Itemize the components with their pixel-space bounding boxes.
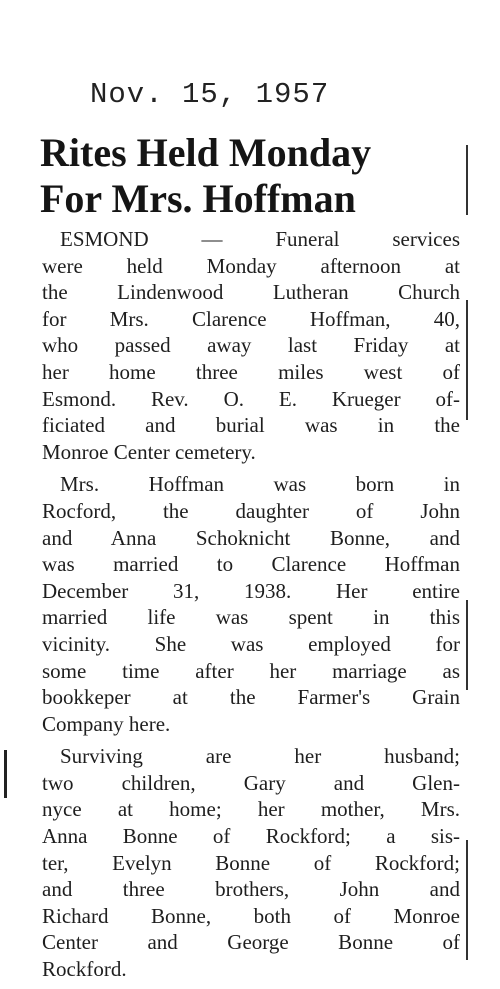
clipping-date: Nov. 15, 1957 [90, 78, 330, 111]
text-line: for Mrs. Clarence Hoffman, 40, [42, 306, 460, 331]
text-line: ter, Evelyn Bonne of Rockford; [42, 850, 460, 875]
text-line: were held Monday afternoon at [42, 253, 460, 278]
article-body [42, 226, 460, 983]
text-line: ESMOND — Funeral services [60, 227, 460, 251]
text-line: who passed away last Friday at [42, 333, 460, 358]
text-line: bookkeper at the Farmer's Grain [42, 685, 460, 710]
article-paragraph [42, 226, 460, 465]
text-line: and three brothers, John and [42, 877, 460, 902]
text-line: Surviving are her husband; [60, 744, 460, 769]
text-line: Company here. [42, 711, 171, 736]
text-line: her home three miles west of [42, 359, 460, 384]
article-paragraph [42, 743, 460, 982]
text-line: two children, Gary and Glen- [42, 770, 460, 795]
text-line: Mrs. Hoffman was born in [60, 472, 460, 497]
text-line: some time after her marriage as [42, 658, 460, 683]
text-line: Rockford. [42, 957, 127, 982]
text-line: Center and George Bonne of [42, 930, 460, 955]
text-line: December 31, 1938. Her entire [42, 578, 460, 603]
text-line: Anna Bonne of Rockford; a sis- [42, 824, 460, 849]
column-rule [466, 840, 468, 960]
column-rule [466, 600, 468, 690]
column-rule [466, 145, 468, 215]
text-line: and Anna Schoknicht Bonne, and [42, 525, 460, 550]
text-line: Richard Bonne, both of Monroe [42, 903, 460, 928]
text-line: Rocford, the daughter of John [42, 498, 460, 523]
text-line: Monroe Center cemetery. [42, 439, 256, 464]
text-line: the Lindenwood Lutheran Church [42, 280, 460, 305]
article-paragraph [42, 471, 460, 737]
text-line: married life was spent in this [42, 605, 460, 630]
column-rule [466, 300, 468, 420]
text-line: Esmond. Rev. O. E. Krueger of- [42, 386, 460, 411]
headline [40, 130, 460, 222]
headline-line: For Mrs. Hoffman [40, 176, 356, 221]
text-line: was married to Clarence Hoffman [42, 552, 460, 577]
text-line: vicinity. She was employed for [42, 631, 460, 656]
text-line: ficiated and burial was in the [42, 413, 460, 438]
headline-line: Rites Held Monday [40, 130, 372, 175]
margin-mark [4, 750, 7, 798]
text-line: nyce at home; her mother, Mrs. [42, 797, 460, 822]
